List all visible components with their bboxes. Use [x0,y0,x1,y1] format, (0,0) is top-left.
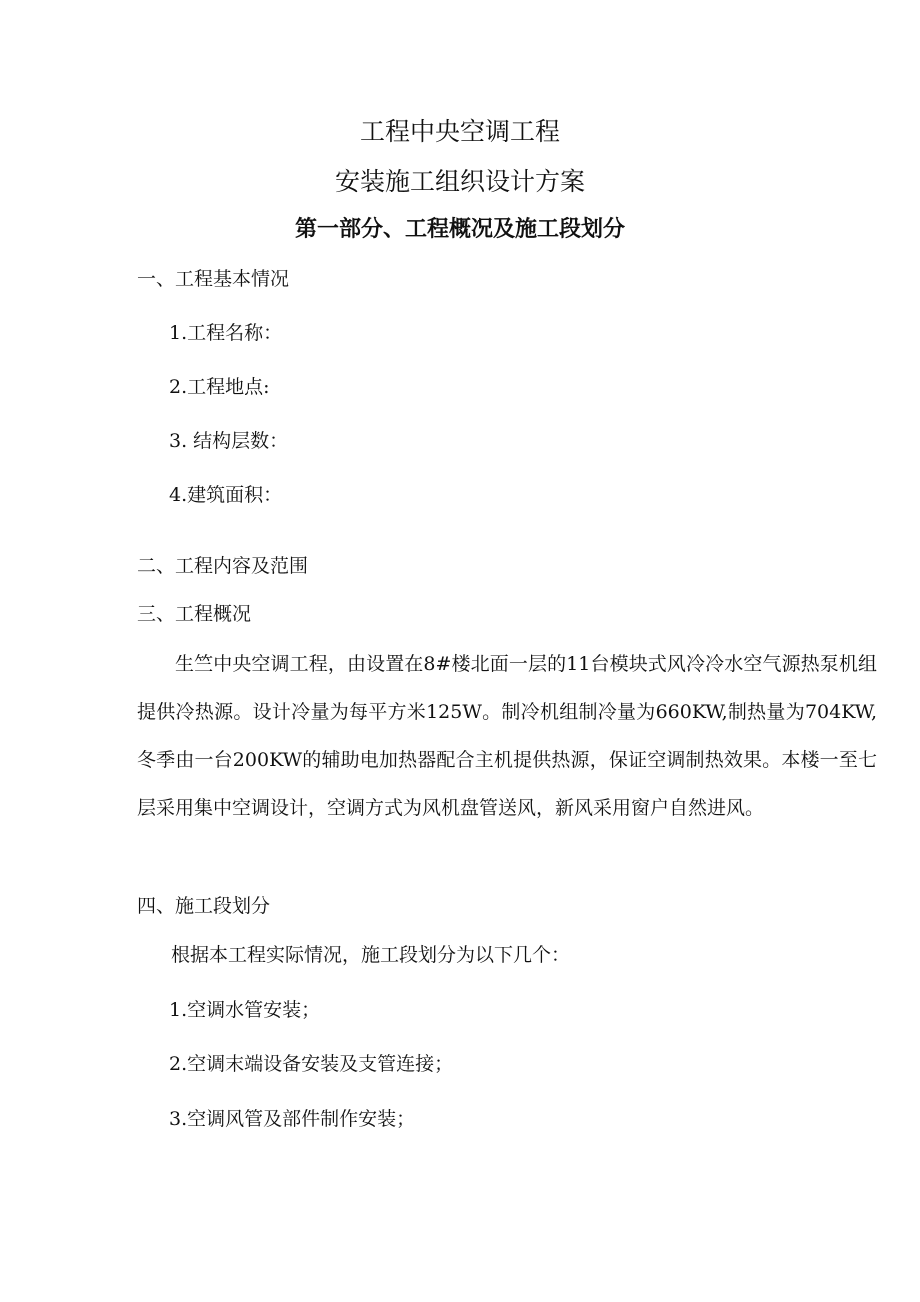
section-1-item-project-location: 2.工程地点: [169,376,270,398]
section-1-heading: 一、工程基本情况 [137,268,290,290]
section-4-item-air-ducts: 3.空调风管及部件制作安装； [169,1108,416,1130]
section-1-item-structure-floors: 3. 结构层数： [169,430,289,452]
document-subtitle: 安装施工组织设计方案 [334,167,585,196]
section-4-intro: 根据本工程实际情况，施工段划分为以下几个： [171,944,571,966]
section-1-item-project-name: 1.工程名称： [169,322,283,344]
section-1-item-building-area: 4.建筑面积： [169,484,283,506]
section-3-body [137,640,877,832]
section-4-item-terminal-equipment: 2.空调末端设备安装及支管连接； [169,1053,454,1075]
section-2-heading: 二、工程内容及范围 [137,555,309,577]
part-heading: 第一部分、工程概况及施工段划分 [294,216,625,242]
section-4-item-water-pipes: 1.空调水管安装； [169,999,321,1021]
section-3-heading: 三、工程概况 [137,603,252,625]
section-4-heading: 四、施工段划分 [137,895,271,917]
document-title: 工程中央空调工程 [359,117,560,146]
section-3-paragraph: 生竺中央空调工程，由设置在8#楼北面一层的11台模块式风冷冷水空气源热泵机组提供冷热源。设计冷量为每平方米125W。制冷机组制冷量为660KW,制热量为704KW,冬季由一台200KW的辅助电加热器配合主机提供热源，保证空调制热效果。本楼一至七层采用集中空调设计，空调方式为风机盘管送风，新风采用窗户自然进风。 [137,653,877,819]
